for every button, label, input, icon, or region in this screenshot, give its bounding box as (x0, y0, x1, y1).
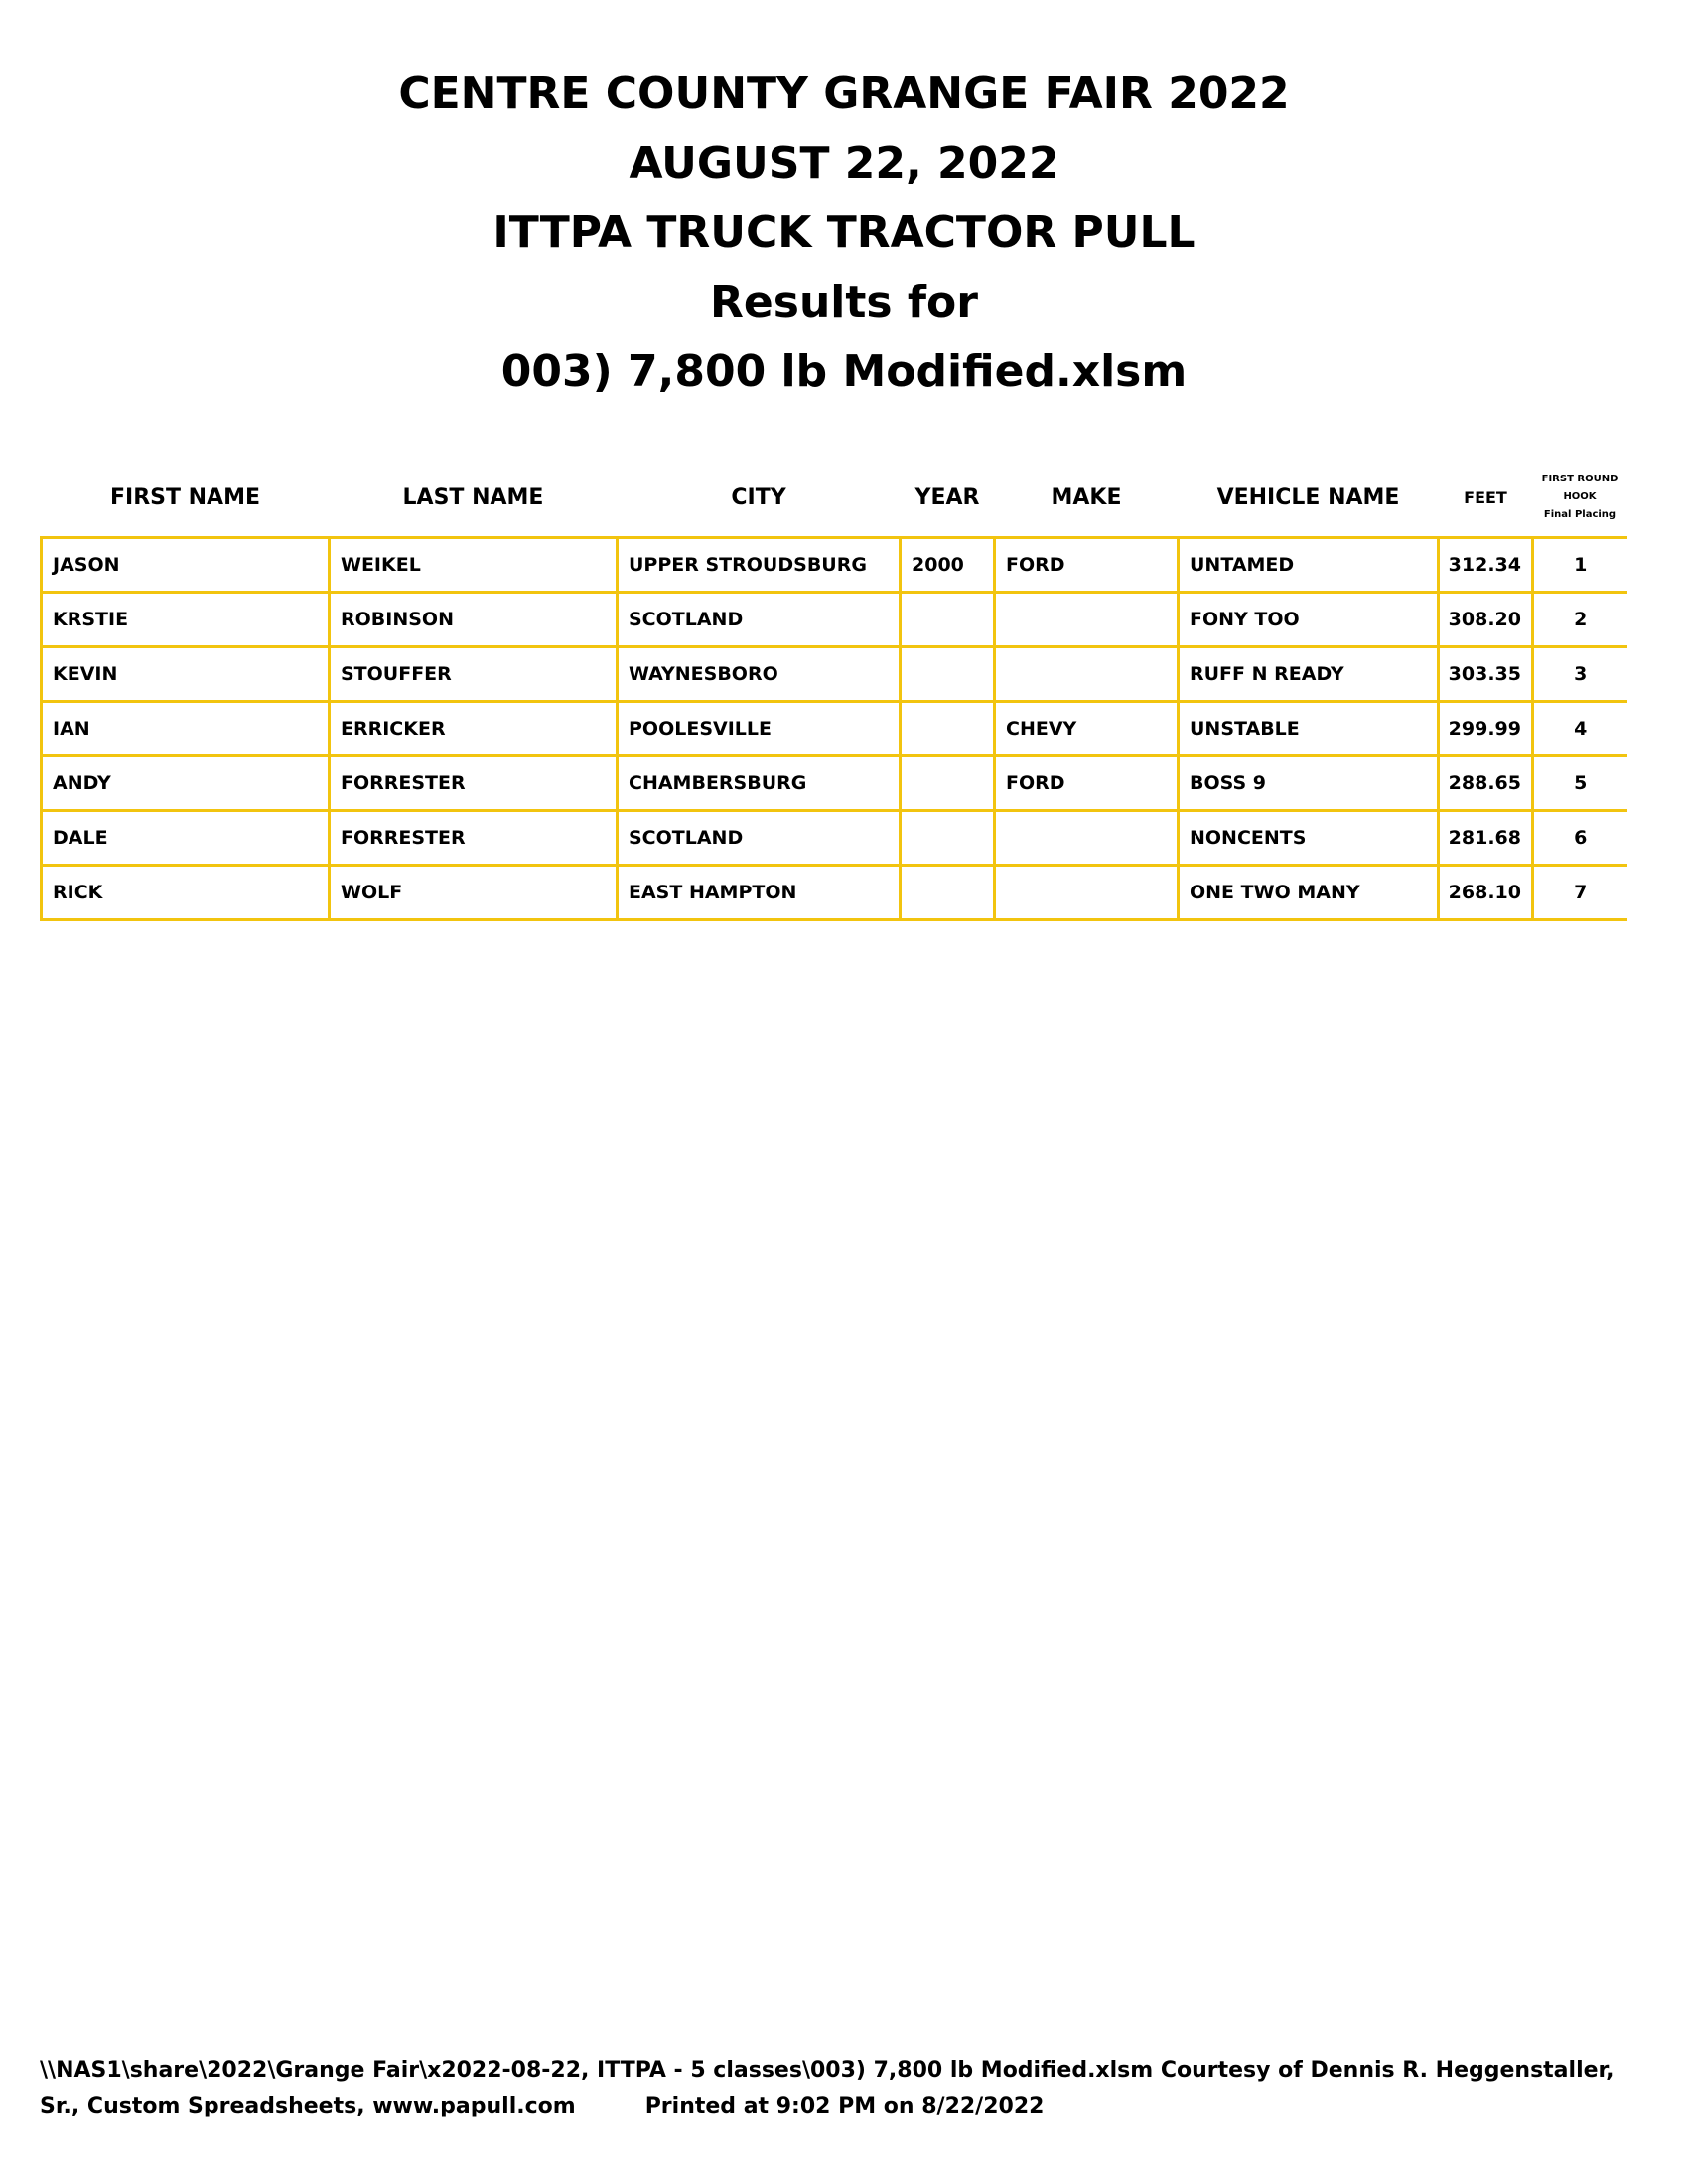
cell-year: 2000 (901, 538, 995, 593)
document-title (0, 60, 1688, 407)
title-pull: ITTPA TRUCK TRACTOR PULL (492, 207, 1196, 258)
cell-last-name: FORRESTER (330, 756, 618, 811)
cell-vehicle-name: ONE TWO MANY (1179, 866, 1439, 920)
cell-feet: 281.68 (1439, 811, 1533, 866)
cell-city: POOLESVILLE (618, 702, 901, 756)
title-class-file: 003) 7,800 lb Modified.xlsm (500, 346, 1188, 397)
header-make: MAKE (995, 459, 1179, 538)
table-row (42, 647, 1627, 702)
cell-placing: 7 (1533, 866, 1627, 920)
cell-first-name: IAN (42, 702, 330, 756)
cell-vehicle-name: BOSS 9 (1179, 756, 1439, 811)
header-year: YEAR (901, 459, 995, 538)
cell-last-name: WOLF (330, 866, 618, 920)
cell-first-name: JASON (42, 538, 330, 593)
cell-vehicle-name: NONCENTS (1179, 811, 1439, 866)
header-placing-line3: Final Placing (1543, 509, 1617, 520)
cell-last-name: STOUFFER (330, 647, 618, 702)
cell-year (901, 756, 995, 811)
footer (40, 2053, 1648, 2124)
header-feet: FEET (1439, 459, 1533, 538)
footer-second-line (40, 2089, 1648, 2124)
cell-city: SCOTLAND (618, 811, 901, 866)
cell-feet: 288.65 (1439, 756, 1533, 811)
table-row (42, 811, 1627, 866)
title-date: AUGUST 22, 2022 (629, 138, 1059, 189)
cell-placing: 1 (1533, 538, 1627, 593)
header-vehicle-name: VEHICLE NAME (1179, 459, 1439, 538)
cell-last-name: ROBINSON (330, 593, 618, 647)
cell-first-name: RICK (42, 866, 330, 920)
cell-make: FORD (995, 538, 1179, 593)
title-results-for: Results for (710, 277, 978, 328)
cell-placing: 2 (1533, 593, 1627, 647)
cell-year (901, 866, 995, 920)
footer-file-path: \\NAS1\share\2022\Grange Fair\x2022-08-22, ITTPA - 5 classes\003) 7,800 lb Modified.xlsm Courtesy of Dennis R. Heggenstaller, (40, 2058, 1615, 2083)
cell-feet: 308.20 (1439, 593, 1533, 647)
cell-vehicle-name: FONY TOO (1179, 593, 1439, 647)
header-final-placing (1533, 459, 1627, 538)
table-row (42, 702, 1627, 756)
cell-city: EAST HAMPTON (618, 866, 901, 920)
cell-city: SCOTLAND (618, 593, 901, 647)
table-row (42, 866, 1627, 920)
cell-first-name: ANDY (42, 756, 330, 811)
cell-city: CHAMBERSBURG (618, 756, 901, 811)
cell-year (901, 593, 995, 647)
cell-placing: 5 (1533, 756, 1627, 811)
cell-vehicle-name: RUFF N READY (1179, 647, 1439, 702)
header-last-name: LAST NAME (330, 459, 618, 538)
cell-feet: 312.34 (1439, 538, 1533, 593)
cell-city: WAYNESBORO (618, 647, 901, 702)
cell-make (995, 811, 1179, 866)
cell-make: FORD (995, 756, 1179, 811)
title-event: CENTRE COUNTY GRANGE FAIR 2022 (398, 68, 1290, 119)
cell-first-name: KEVIN (42, 647, 330, 702)
cell-placing: 4 (1533, 702, 1627, 756)
cell-city: UPPER STROUDSBURG (618, 538, 901, 593)
cell-year (901, 702, 995, 756)
cell-vehicle-name: UNTAMED (1179, 538, 1439, 593)
cell-feet: 299.99 (1439, 702, 1533, 756)
cell-last-name: ERRICKER (330, 702, 618, 756)
table-row (42, 538, 1627, 593)
footer-credit: Sr., Custom Spreadsheets, www.papull.com (40, 2094, 576, 2118)
cell-first-name: KRSTIE (42, 593, 330, 647)
cell-make (995, 866, 1179, 920)
cell-make: CHEVY (995, 702, 1179, 756)
header-first-name: FIRST NAME (42, 459, 330, 538)
cell-last-name: FORRESTER (330, 811, 618, 866)
results-table (40, 459, 1627, 921)
cell-placing: 6 (1533, 811, 1627, 866)
table-row (42, 756, 1627, 811)
cell-first-name: DALE (42, 811, 330, 866)
header-placing-line1: FIRST ROUND (1541, 474, 1618, 484)
cell-year (901, 811, 995, 866)
cell-make (995, 593, 1179, 647)
cell-vehicle-name: UNSTABLE (1179, 702, 1439, 756)
cell-year (901, 647, 995, 702)
cell-placing: 3 (1533, 647, 1627, 702)
cell-feet: 303.35 (1439, 647, 1533, 702)
table-header-row (42, 459, 1627, 538)
footer-printed-at: Printed at 9:02 PM on 8/22/2022 (644, 2094, 1045, 2118)
cell-make (995, 647, 1179, 702)
header-placing-line2: HOOK (1563, 491, 1597, 502)
results-body (42, 538, 1627, 920)
cell-feet: 268.10 (1439, 866, 1533, 920)
table-row (42, 593, 1627, 647)
header-city: CITY (618, 459, 901, 538)
cell-last-name: WEIKEL (330, 538, 618, 593)
